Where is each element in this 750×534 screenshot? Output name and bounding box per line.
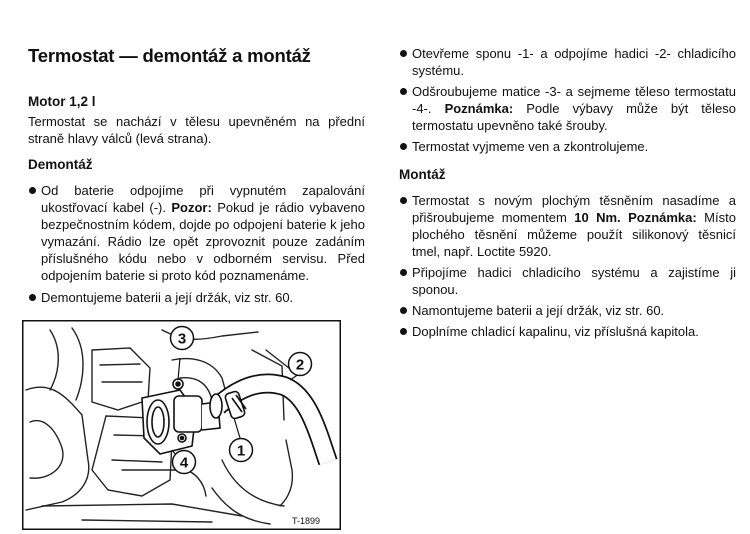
- list-item: Demontujeme baterii a její držák, viz str. 60.: [28, 289, 365, 306]
- list-item: Termostat s novým plochým těsněním nasadíme a přišroubujeme momentem 10 Nm. Poznámka: Místo plochého těsnění můžeme použít silikonový těsnicí tmel, např. Loctite 5920.: [399, 192, 736, 260]
- list-item: Doplníme chladicí kapalinu, viz příslušná kapitola.: [399, 323, 736, 340]
- figure-code: T-1899: [291, 516, 321, 526]
- callout-3-label: 3: [177, 330, 187, 348]
- list-item: Termostat vyjmeme ven a zkontrolujeme.: [399, 138, 736, 155]
- thermostat-illustration: [22, 320, 341, 530]
- list-item: Od baterie odpojíme při vypnutém zapalování ukostřovací kabel (-). Pozor: Pokud je rádio vybaveno bezpečnostním kódem, dojde po odpojení baterie k jeho vymazání. Rádio lze opět zprovoznit pouze zadáním příslušného kódu nebo v odborném servisu. Před odpojením baterie si proto kód poznamenáme.: [28, 182, 365, 284]
- montaz-heading: Montáž: [399, 167, 446, 182]
- page-title: Termostat — demontáž a montáž: [28, 45, 311, 66]
- demontaz-heading: Demontáž: [28, 157, 93, 172]
- motor-heading: Motor 1,2 l: [28, 94, 96, 109]
- demontaz-list: [28, 182, 365, 306]
- callout-2-label: 2: [295, 356, 305, 374]
- montaz-list: [399, 192, 736, 340]
- list-item: Odšroubujeme matice -3- a sejmeme těleso termostatu -4-. Poznámka: Podle výbavy může být těleso termostatu upevněno také šrouby.: [399, 83, 736, 134]
- list-item: Připojíme hadici chladicího systému a zajistíme ji sponou.: [399, 264, 736, 298]
- demontaz-list-continued: [399, 45, 736, 155]
- list-item: Otevřeme sponu -1- a odpojíme hadici -2- chladicího systému.: [399, 45, 736, 79]
- callout-4-label: 4: [179, 454, 189, 472]
- motor-text: Termostat se nachází v tělesu upevněném na přední straně hlavy válců (levá strana).: [28, 114, 365, 146]
- list-item: Namontujeme baterii a její držák, viz str. 60.: [399, 302, 736, 319]
- callout-1-label: 1: [236, 442, 246, 460]
